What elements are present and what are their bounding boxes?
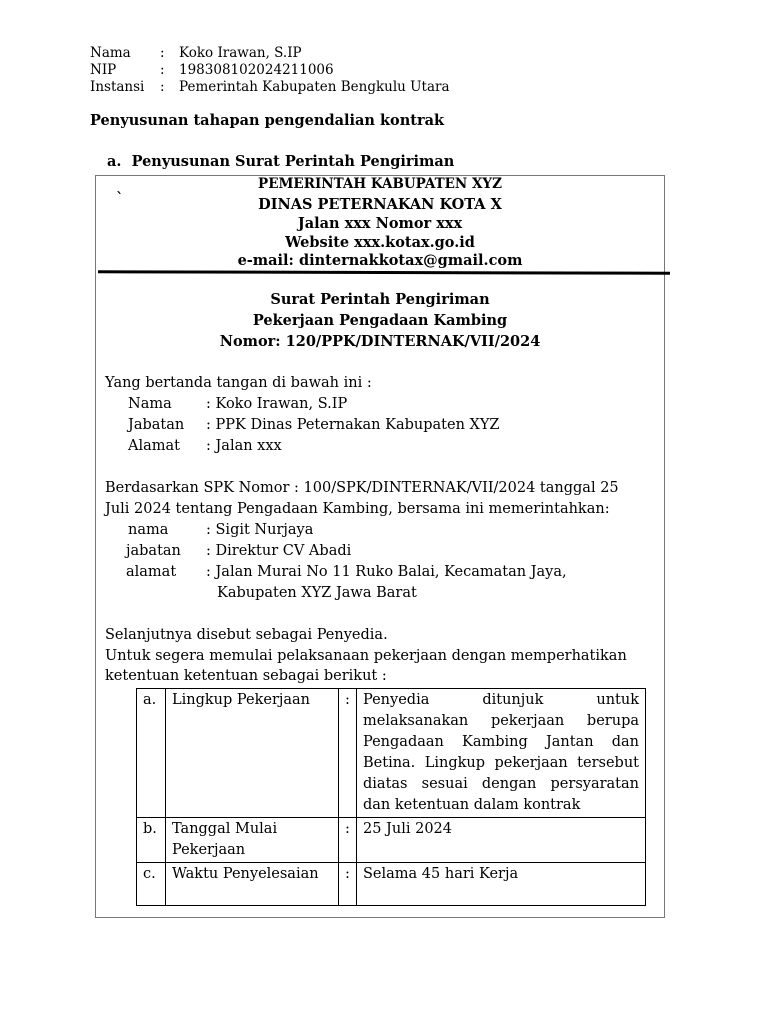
instruction-line: Untuk segera memulai pelaksanaan pekerjaan dengan memperhatikan (105, 648, 627, 664)
recipient-label: alamat (126, 564, 177, 580)
signer-label: Jabatan (128, 417, 185, 433)
signer-label: Alamat (128, 438, 180, 454)
letterhead-line1: PEMERINTAH KABUPATEN XYZ (258, 176, 502, 192)
letter-subject: Pekerjaan Pengadaan Kambing (252, 312, 508, 329)
info-label: Instansi (90, 79, 145, 95)
recipient-label: jabatan (126, 543, 181, 559)
info-row-nip (90, 62, 334, 79)
term-value: Selama 45 hari Kerja (357, 863, 646, 906)
recipient-label: nama (128, 522, 169, 538)
subsection-title: Penyusunan Surat Perintah Pengiriman (131, 153, 455, 170)
info-value: 198308102024211006 (179, 62, 334, 78)
terms-table (136, 688, 646, 906)
term-number: a. (137, 689, 166, 818)
provider-line: Selanjutnya disebut sebagai Penyedia. (105, 627, 388, 643)
recipient-address-cont: Kabupaten XYZ Jawa Barat (217, 585, 417, 601)
basis-line: Juli 2024 tentang Pengadaan Kambing, bersama ini memerintahkan: (105, 501, 610, 517)
signer-row-name (128, 396, 347, 412)
term-number: b. (137, 818, 166, 863)
term-number: c. (137, 863, 166, 906)
signer-value: : Jalan xxx (206, 438, 282, 454)
letter-title: Surat Perintah Pengiriman (270, 291, 490, 308)
recipient-value: : Sigit Nurjaya (206, 522, 314, 538)
subsection-heading (107, 153, 454, 170)
letterhead-line5: e-mail: dinternakkotax@gmail.com (237, 252, 523, 269)
signer-label: Nama (128, 396, 172, 412)
letterhead-mark: ` (116, 190, 124, 207)
letterhead-line3: Jalan xxx Nomor xxx (297, 215, 463, 232)
term-colon: : (339, 689, 357, 818)
letter-intro: Yang bertanda tangan di bawah ini : (105, 375, 372, 391)
signer-value: : Koko Irawan, S.IP (206, 396, 348, 412)
basis-line: Berdasarkan SPK Nomor : 100/SPK/DINTERNAK/VII/2024 tanggal 25 (105, 480, 619, 496)
term-value: 25 Juli 2024 (357, 818, 646, 863)
subsection-marker: a. (107, 153, 122, 170)
info-colon: : (160, 79, 165, 95)
term-label: Lingkup Pekerjaan (166, 689, 339, 818)
term-colon: : (339, 863, 357, 906)
info-colon: : (160, 45, 165, 61)
section-title: Penyusunan tahapan pengendalian kontrak (90, 112, 445, 129)
term-label: Tanggal Mulai Pekerjaan (166, 818, 339, 863)
term-colon: : (339, 818, 357, 863)
signer-row-address (128, 438, 282, 454)
info-value: Koko Irawan, S.IP (179, 45, 302, 61)
info-row-instansi (90, 79, 450, 96)
info-row-nama (90, 45, 302, 62)
signer-row-position (128, 417, 499, 433)
term-value: Penyedia ditunjuk untuk melaksanakan pekerjaan berupa Pengadaan Kambing Jantan dan Betina. Lingkup pekerjaan tersebut diatas sesuai dengan persyaratan dan ketentuan dalam kontrak (357, 689, 646, 818)
recipient-value: : Jalan Murai No 11 Ruko Balai, Kecamatan Jaya, (206, 564, 567, 580)
signer-value: : PPK Dinas Peternakan Kabupaten XYZ (206, 417, 500, 433)
info-colon: : (160, 62, 165, 78)
letterhead-line4: Website xxx.kotax.go.id (285, 234, 475, 251)
instruction-line: ketentuan ketentuan sebagai berikut : (105, 668, 387, 684)
letter-number: Nomor: 120/PPK/DINTERNAK/VII/2024 (219, 333, 541, 350)
table-row (137, 863, 646, 906)
recipient-value: : Direktur CV Abadi (206, 543, 352, 559)
info-value: Pemerintah Kabupaten Bengkulu Utara (179, 79, 450, 95)
recipient-row-address (126, 564, 567, 580)
recipient-row-position (126, 543, 351, 559)
recipient-row-name (128, 522, 313, 538)
info-label: Nama (90, 45, 131, 61)
term-label: Waktu Penyelesaian (166, 863, 339, 906)
letterhead-line2: DINAS PETERNAKAN KOTA X (258, 196, 502, 213)
table-row (137, 818, 646, 863)
table-row (137, 689, 646, 818)
info-label: NIP (90, 62, 117, 78)
